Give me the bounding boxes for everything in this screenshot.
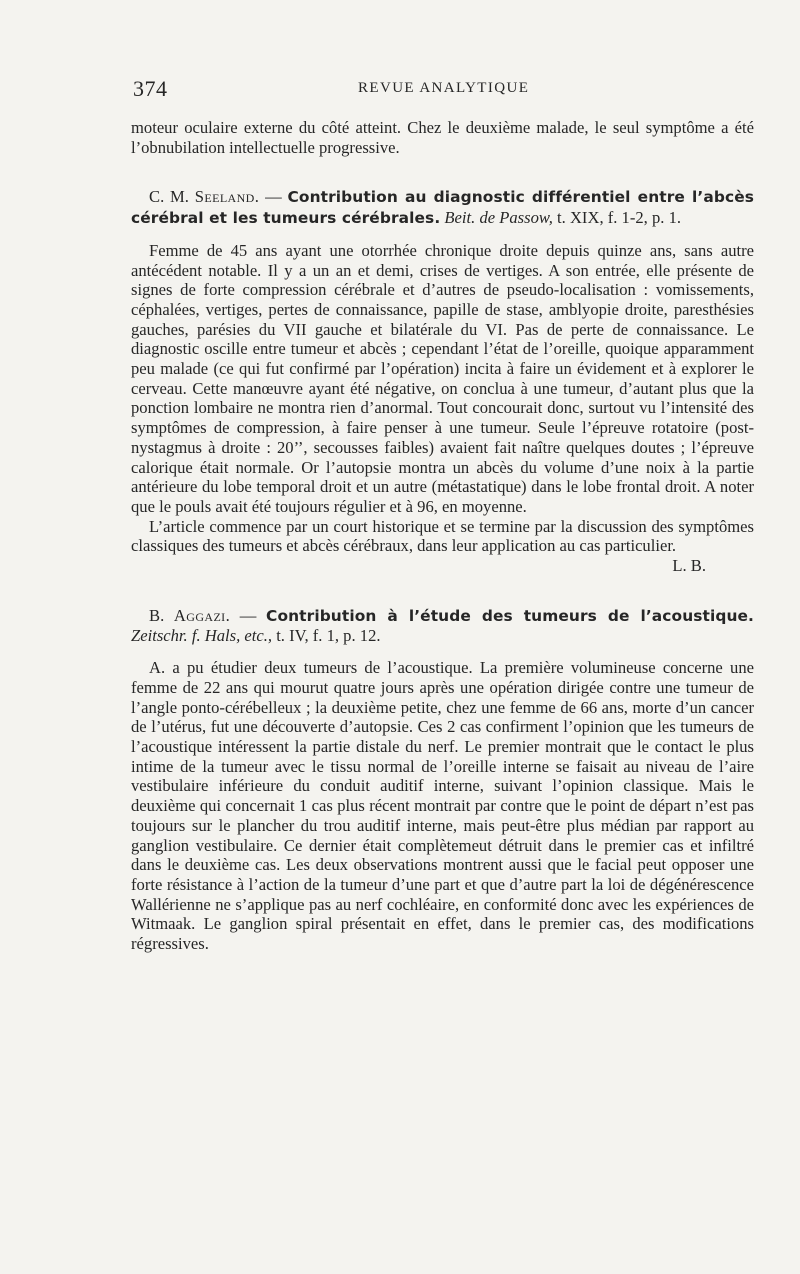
author-name: Seeland.	[194, 187, 260, 207]
journal-reference: t. IV, f. 1, p. 12.	[272, 626, 381, 646]
review-paragraph: Femme de 45 ans ayant une otorrhée chronique droite depuis quinze ans, sans autre antécédent notable. Il y a un an et demi, crises de vertiges. A son entrée, elle présente de signes de forte compression cérébrale et d’autres de pseudo-localisation : vomissements, céphalées, vertiges, pertes de connaissance, papille de stase, amblyopie droite, paresthésies gauches, parésies du VII gauche et bilatérale du VI. Pas de perte de connaissance. Le diagnostic oscille entre tumeur et abcès ; cependant l’état de l’oreille, quoique apparamment peu malade (ce qui fut confirmé par l’opération) incita à faire un évidement et à explorer le cerveau. Cette manœuvre ayant été négative, on conclua à une tumeur, d’autant plus que la ponction lombaire ne montra rien d’anormal. Tout concourait donc, surtout vu l’intensité des symptômes de compression, à faire penser à une tumeur. Seule l’épreuve rotatoire (post-nystagmus à droite : 20’’, secousses faibles) avaient fait naître quelques doutes ; l’épreuve calorique était normale. Or l’autopsie montra un abcès du volume d’une noix à la partie antérieure du lobe temporal droit et un autre (métastatique) dans le lobe frontal droit. A noter que le pouls avait été toujours régulier et à 96, en moyenne.	[131, 240, 754, 516]
page-number: 374	[133, 76, 168, 101]
author-initial: C. M.	[149, 187, 189, 207]
body-text	[131, 118, 754, 954]
review-paragraph-text: L’article commence par un court historique et se termine par la discussion des symptômes classiques des tumeurs et abcès cérébraux, dans leur application au cas particulier.	[131, 516, 754, 556]
review-entry-heading	[131, 606, 754, 646]
running-title: REVUE ANALYTIQUE	[358, 80, 530, 96]
reviewer-signature: L. B.	[672, 556, 706, 576]
continued-paragraph: moteur oculaire externe du côté atteint. Chez le deuxième malade, le seul symptôme a été l’obnubilation intellectuelle progressive.	[131, 118, 754, 157]
review-entry-heading	[131, 187, 754, 228]
journal-name: Zeitschr. f. Hals, etc.,	[131, 626, 273, 646]
review-paragraph: A. a pu étudier deux tumeurs de l’acoustique. La première volumineuse concerne une femme de 22 ans qui mourut quatre jours après une opération dirigée contre une tumeur de l’angle ponto-cérébelleux ; la deuxième petite, chez une femme de 66 ans, morte d’un cancer de l’utérus, fut une découverte d’autopsie. Ces 2 cas confirment l’opinion que les tumeurs de l’acoustique intéressent la partie distale du nerf. Le premier montrait que le contact le plus intime de la tumeur avec le tissu normal de l’oreille interne se faisait au niveau de l’aire vestibulaire inférieure du conduit auditif interne, suivant l’opinion classique. Mais le deuxième qui concernait 1 cas plus récent montrait par contre que le point de départ n’est pas toujours sur le plancher du trou auditif interne, mais peut-être plus médian par rapport au ganglion vestibulaire. Ce dernier était complètemeut détruit dans le premier cas et infiltré dans le deuxième cas. Les deux observations montrent aussi que le facial peut opposer une forte résistance à l’action de la tumeur d’une part et que d’autre part la loi de dégénérescence Wallérienne ne s’applique pas au nerf cochléaire, en conformité donc avec les expériences de Witmaak. Le ganglion spiral présentait en effet, dans le premier cas, des modifications régressives.	[131, 658, 754, 954]
page-header	[133, 76, 754, 102]
article-title: Contribution au diagnostic différentiel entre l’abcès cérébral et les tumeurs cérébrales.	[131, 188, 755, 228]
article-title: Contribution à l’étude des tumeurs de l’acoustique.	[266, 606, 754, 625]
dash: —	[259, 187, 288, 207]
journal-name: Beit. de Passow,	[444, 208, 553, 228]
dash: —	[230, 605, 267, 625]
author-name: Aggazi.	[173, 605, 231, 625]
review-paragraph	[131, 516, 754, 576]
journal-reference: t. XIX, f. 1-2, p. 1.	[552, 208, 682, 228]
author-initial: B.	[149, 605, 165, 625]
